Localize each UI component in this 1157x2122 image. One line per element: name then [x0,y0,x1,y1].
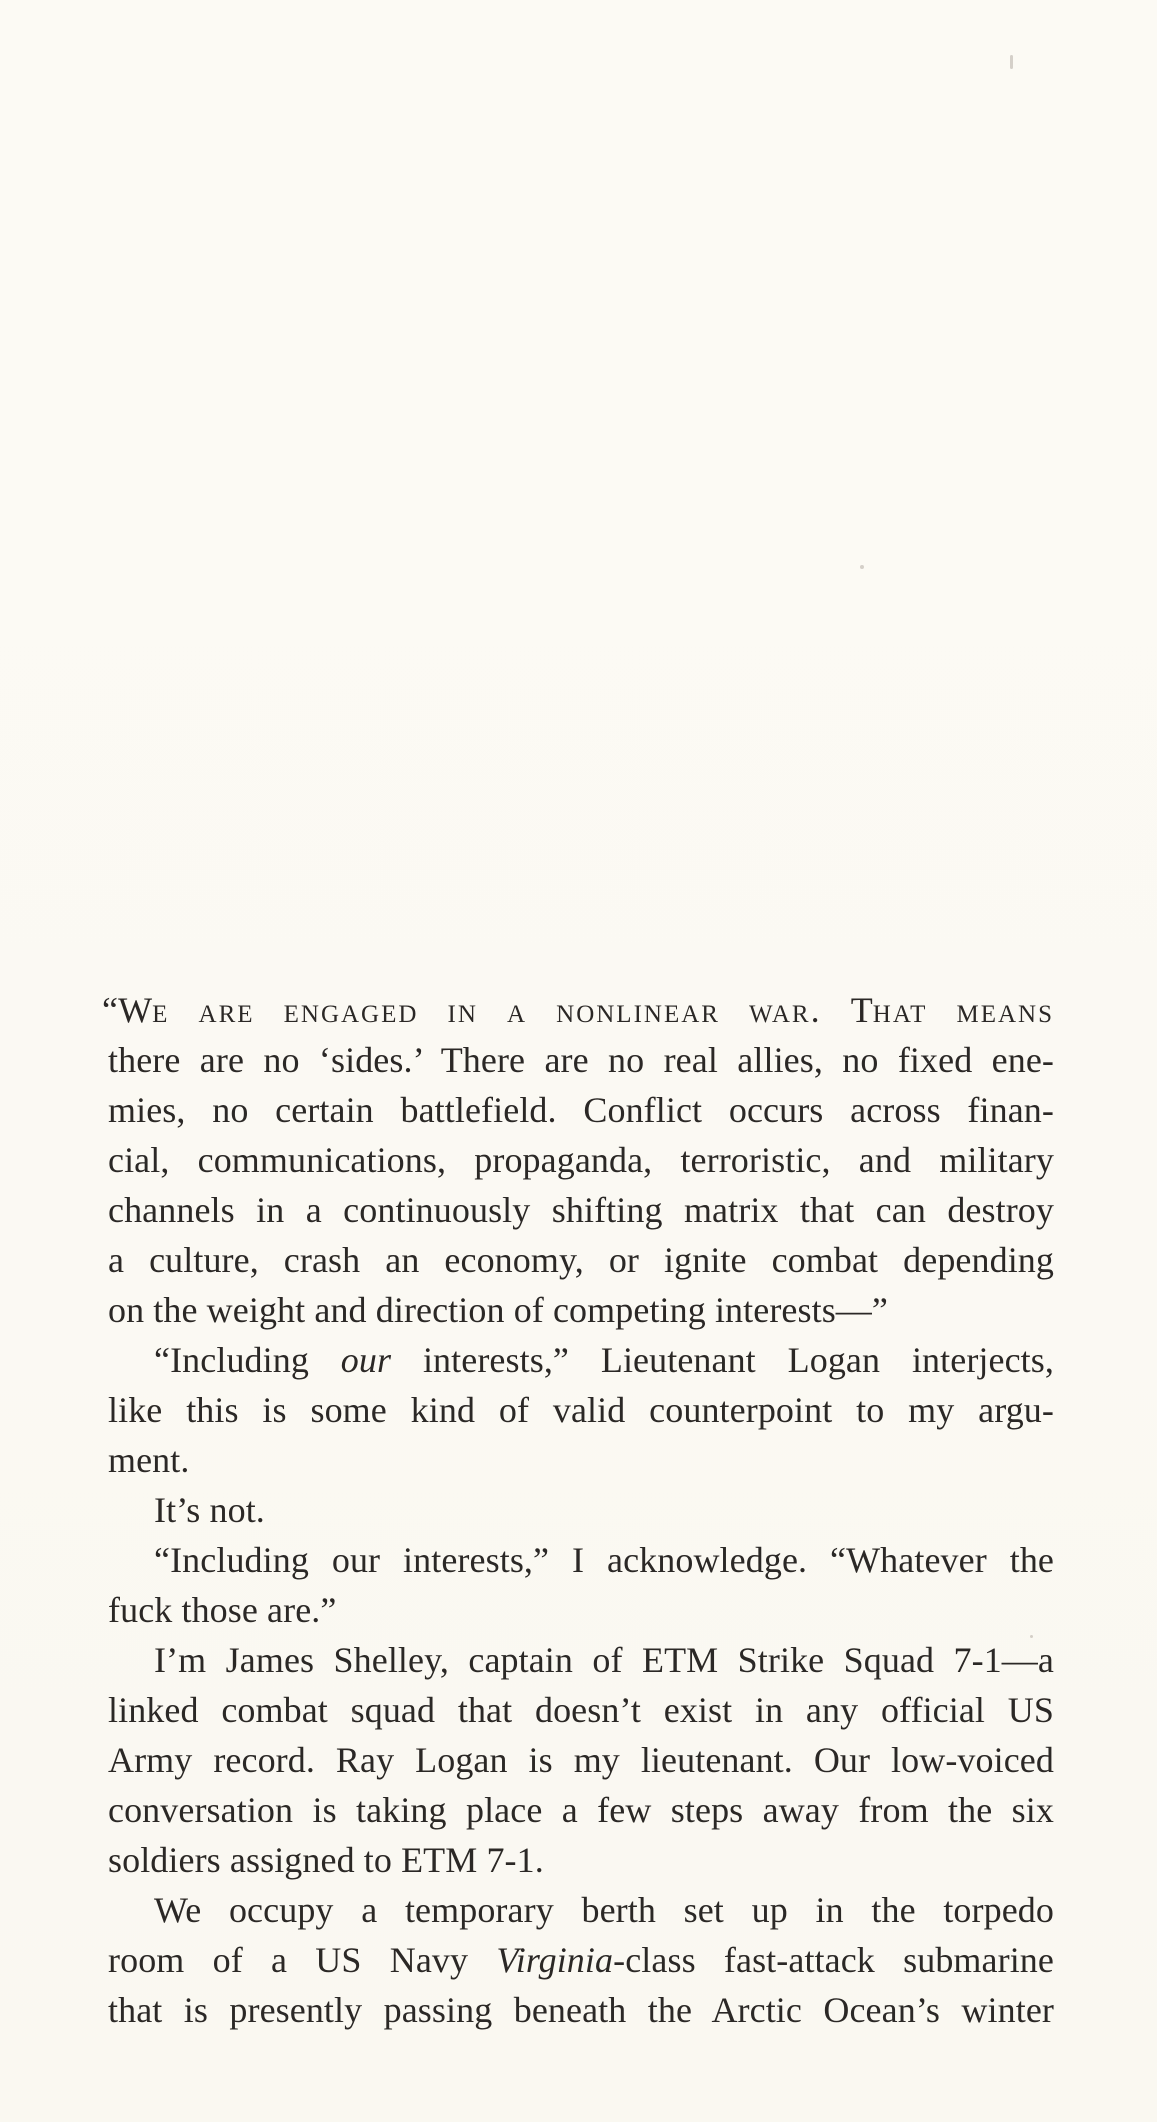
text-line [108,1485,1054,1535]
text-run: “Including our interests,” I acknowledge. “Whatever the [154,1540,1054,1580]
text-run: “Including [154,1340,341,1380]
text-run: Army record. Ray Logan is my lieutenant. Our low-voiced [108,1740,1054,1780]
paragraph [108,1635,1054,1885]
text-run: fuck those are.” [108,1590,337,1630]
text-run: on the weight and direction of competing interests—” [108,1290,888,1330]
text-line [108,1385,1054,1435]
paper-speck [860,565,864,569]
text-line [108,1435,1054,1485]
paper-speck [352,1710,356,1714]
paper-speck [1010,55,1013,69]
text-run: cial, communications, propaganda, terroristic, and military [108,1140,1054,1180]
text-line [108,1685,1054,1735]
text-line [108,1035,1054,1085]
text-line [108,1235,1054,1285]
small-caps-text: e are engaged in a nonlinear war. [152,990,851,1030]
text-run: there are no ‘sides.’ There are no real allies, no fixed ene- [108,1040,1054,1080]
text-line [108,1135,1054,1185]
paragraph [108,1335,1054,1485]
text-run: conversation is taking place a few steps away from the six [108,1790,1054,1830]
text-line [108,1335,1054,1385]
text-line [102,985,1054,1035]
italic-text: our [340,1340,392,1380]
text-run: “W [102,990,153,1030]
paragraph [102,985,1054,1335]
text-line [108,1585,1054,1635]
paragraph [108,1535,1054,1635]
text-line [108,1835,1054,1885]
text-run: ment. [108,1440,190,1480]
text-line [108,1535,1054,1585]
italic-text: Virginia [496,1940,614,1980]
text-run: channels in a continuously shifting matrix that can destroy [108,1190,1054,1230]
text-line [108,1285,1054,1335]
text-line [108,1085,1054,1135]
text-run: soldiers assigned to ETM 7-1. [108,1840,544,1880]
text-run: linked combat squad that doesn’t exist in any official US [108,1690,1054,1730]
text-line [108,1635,1054,1685]
text-line [108,1985,1054,2035]
text-run: -class fast-attack submarine [613,1940,1054,1980]
paragraph [108,1485,1054,1535]
text-run: mies, no certain battlefield. Conflict occurs across finan- [108,1090,1054,1130]
text-line [108,1935,1054,1985]
small-caps-text: hat means [872,990,1054,1030]
text-run: We occupy a temporary berth set up in the torpedo [154,1890,1054,1930]
text-line [108,1185,1054,1235]
paragraph [108,1885,1054,2035]
text-line [108,1735,1054,1785]
text-run: that is presently passing beneath the Arctic Ocean’s winter [108,1990,1054,2030]
text-run: It’s not. [154,1490,265,1530]
text-run: like this is some kind of valid counterpoint to my argu- [108,1390,1054,1430]
text-line [108,1785,1054,1835]
paper-speck [1030,1635,1033,1638]
text-run: I’m James Shelley, captain of ETM Strike Squad 7-1—a [154,1640,1054,1680]
text-run: a culture, crash an economy, or ignite combat depending [108,1240,1054,1280]
text-line [108,1885,1054,1935]
text-run: interests,” Lieutenant Logan interjects, [391,1340,1054,1380]
text-run: T [850,990,873,1030]
body-text [102,985,1054,2035]
text-run: room of a US Navy [108,1940,497,1980]
